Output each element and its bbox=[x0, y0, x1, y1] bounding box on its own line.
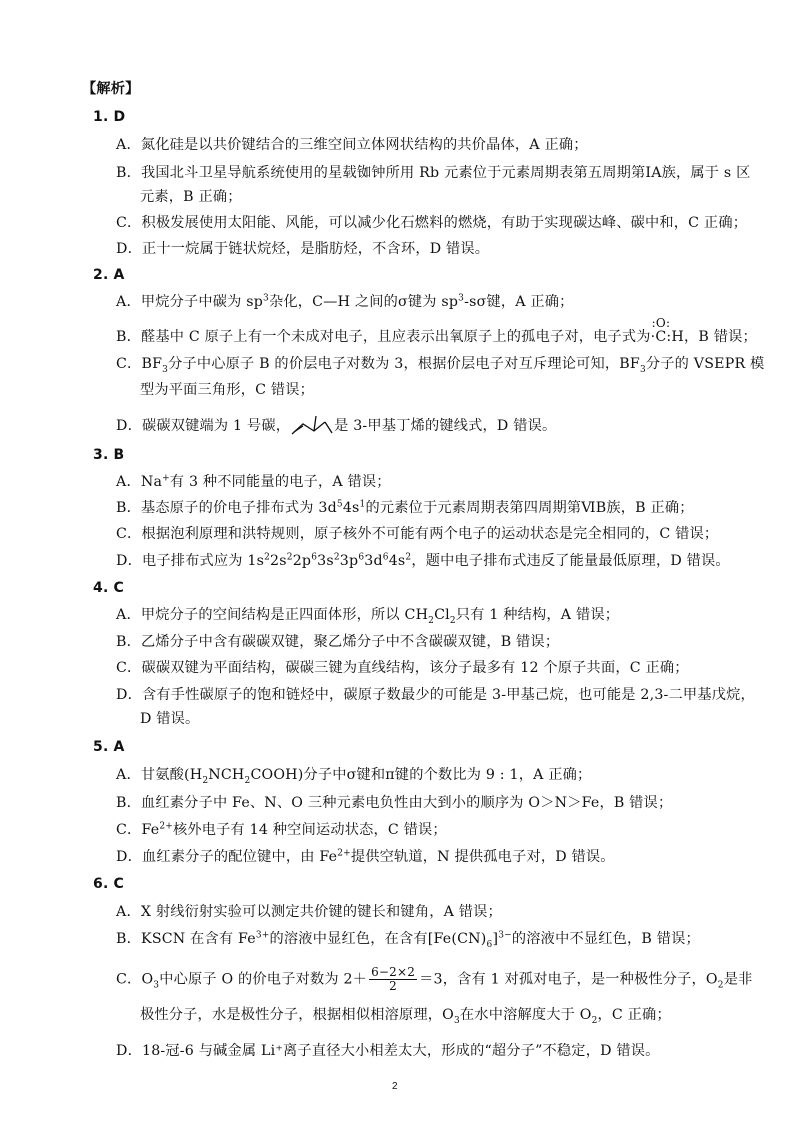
question-5-number: 5. A bbox=[93, 739, 125, 755]
q3-option-d: D．电子排布式应为 $1s^22s^22p^63s^23p^63d^64s^2$，题中电子排布式违反了能量最低原理，D 错误。 bbox=[116, 552, 730, 569]
q5-option-d: D．血红素分子的配位键中，由 $Fe^{2+}$提供空轨道，N 提供孤电子对，D 错误。 bbox=[116, 848, 615, 865]
valence-pair-fraction: $\frac{6-2\times 2}{2}$ bbox=[371, 965, 416, 993]
q5-option-a: A．甘氨酸$(H_2NCH_2COOH)$分子中σ键和π键的个数比为 9 : 1，A 正确； bbox=[116, 767, 592, 786]
q4-option-c: C．碳碳双键为平面结构，碳碳三键为直线结构，该分子最多有 12 个原子共面，C 正确； bbox=[116, 660, 689, 676]
q3-option-a: A．Na+有 3 种不同能量的电子，A 错误； bbox=[116, 473, 391, 490]
question-2-number: 2. A bbox=[93, 267, 125, 283]
q5-option-c: C．$Fe^{2+}$核外电子有 14 种空间运动状态，C 错误； bbox=[116, 821, 447, 838]
q1-option-d: D．正十一烷属于链状烷烃，是脂肪烃，不含环，D 错误。 bbox=[116, 241, 490, 257]
q1-option-b-continued: 元素，B 正确； bbox=[140, 189, 242, 205]
q2-option-b: B．醛基中 C 原子上有一个未成对电子，且应表示出氧原子上的孤电子对，电子式为 :O: ·C:H，B 错误； bbox=[116, 316, 757, 345]
q6-option-d: D．18-冠-6 与碱金属 Li⁺离子直径大小相差太大，形成的“超分子”不稳定，D 错误。 bbox=[116, 1043, 660, 1059]
q1-option-c: C．积极发展使用太阳能、风能，可以减少化石燃料的燃烧，有助于实现碳达峰、碳中和，C 正确； bbox=[116, 215, 748, 231]
q1-option-a: A．氮化硅是以共价键结合的三维空间立体网状结构的共价晶体，A 正确； bbox=[116, 137, 588, 153]
q2-option-a: A．甲烷分子中碳为 $sp^3$杂化，C—H 之间的σ键为 $sp^3-s\sigma$键，A 正确； bbox=[116, 293, 574, 310]
q5-option-b: B．血红素分子中 Fe、N、O 三种元素电负性由大到小的顺序为 O＞N＞Fe，B 错误； bbox=[116, 795, 673, 811]
q4-option-d-continued: D 错误。 bbox=[140, 711, 200, 727]
q2-option-c-continued: 型为平面三角形，C 错误； bbox=[140, 382, 315, 398]
q4-option-d: D．含有手性碳原子的饱和链烃中，碳原子数最少的可能是 3-甲基己烷，也可能是 2,3-二甲基戊烷， bbox=[116, 687, 755, 703]
q6-option-b: B．KSCN 在含有 $Fe^{3+}$的溶液中显红色，在含有$[Fe(CN)_6]^{3-}$的溶液中不显红色，B 错误； bbox=[116, 930, 700, 950]
q2-option-d: D．碳碳双键端为 1 号碳， 是 3-甲基丁烯的键线式，D 错误。 bbox=[116, 414, 556, 438]
q3-option-b: B．基态原子的价电子排布式为 $3d^54s^1$的元素位于元素周期表第四周期第ⅥB族，B 正确； bbox=[116, 499, 694, 516]
q6-option-a: A．X 射线衍射实验可以测定共价键的键长和键角，A 错误； bbox=[116, 904, 502, 920]
q4-option-b: B．乙烯分子中含有碳碳双键，聚乙烯分子中不含碳碳双键，B 错误； bbox=[116, 634, 560, 650]
question-6-number: 6. C bbox=[93, 876, 125, 892]
q6-option-c-continued: 极性分子，水是极性分子，根据相似相溶原理，$O_3$在水中溶解度大于 $O_2$，C 正确； bbox=[140, 1007, 671, 1026]
q4-option-a: A．甲烷分子的空间结构是正四面体形，所以 $CH_2Cl_2$只有 1 种结构，A 错误； bbox=[116, 607, 620, 626]
q6-option-c: C．$O_3$中心原子 O 的价电子对数为 2＋ $\frac{6-2\times 2}{2}$ ＝3，含有 1 对孤对电子，是一种极性分子，$O_2$是非 bbox=[116, 965, 753, 993]
methylbutene-skeletal-formula bbox=[290, 414, 334, 438]
q3-option-c: C．根据泡利原理和洪特规则，原子核外不可能有两个电子的运动状态是完全相同的，C 错误； bbox=[116, 526, 719, 542]
q1-option-b: B．我国北斗卫星导航系统使用的星载铷钟所用 Rb 元素位于元素周期表第五周期第ⅠA族，属于 s 区 bbox=[116, 165, 751, 181]
question-3-number: 3. B bbox=[93, 447, 125, 463]
page-number: 2 bbox=[392, 1081, 398, 1092]
q2-option-c: C．$BF_3$分子中心原子 B 的价层电子对数为 3，根据价层电子对互斥理论可知，$BF_3$分子的 VSEPR 模 bbox=[116, 356, 765, 375]
question-4-number: 4. C bbox=[93, 580, 125, 596]
analysis-heading: 【解析】 bbox=[82, 81, 140, 97]
question-1-number: 1. D bbox=[93, 109, 126, 125]
aldehyde-electron-formula: :O: ·C:H bbox=[650, 316, 684, 345]
